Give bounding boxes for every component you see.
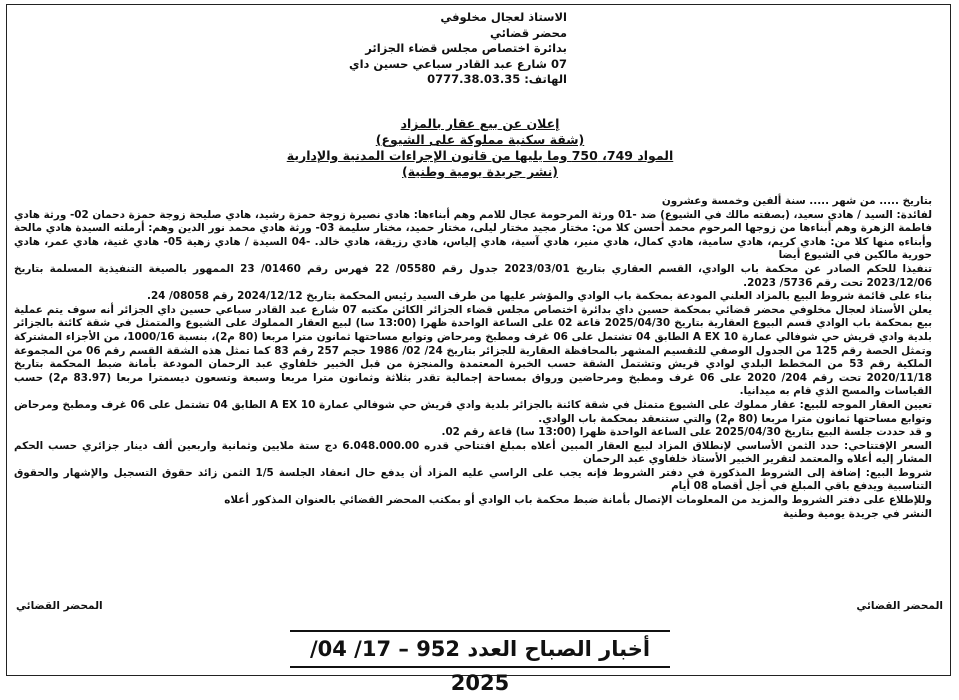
bailiff-header [247,10,567,88]
signature-left: المحضر القضائي [16,600,103,612]
parties-paragraph: لفائدة: السيد / هادي سعيد، (بصفته مالك في الشيوع) ضد -01 ورثة المرحومة عجال للامم وهم أبناءها: هادي نصيرة زوجة حمزة رشيد، هادي صليحة زوجة حمزة دحمان 02- ورثة هادي فاطمة الزهرة وهم أبناءها من زوجها المرحوم محمد أحسن كلا من: مختار مجيد مختار ليلى، مختار حميد، مختار سليمة 03- ورثة هادي محمد نور الدين وهم: أرملته السيدة هادي مالحة وأبناءه منها كلا من: هادي كريم، هادي سامية، هادي كمال، هادي منير، هادي آسية، هادي إلياس، هادي رزيقة، هادي خالد. -04 السيدة / هادي زهية 05- هادي غنية، هادي عمر، هادي حورية مالكين في الشيوع أيضا [14,208,933,262]
office-address: 07 شارع عبد القادر سباعي حسين داي [349,56,567,71]
date-line: بتاريخ ..... من شهر ..... سنة ألفين وخمسة وعشرون [661,195,932,207]
publication-paragraph: النشر في جريدة يومية وطنية [783,507,932,520]
newspaper-footer: أخبار الصباح العدد 952 – 17/ 04/ 2025 [290,630,670,668]
bailiff-title: محضر قضائي [489,25,567,40]
notice-subtitle-articles: المواد 749، 750 وما يليها من قانون الإجراءات المدنية والإدارية [286,148,674,163]
conditions-list-paragraph: بناء على قائمة شروط البيع بالمزاد العلني المودعة بمحكمة باب الوادي والمؤشر عليها من طرف السيد رئيس المحكمة بتاريخ 2024/12/12 رقم 08058/ 24. [147,290,932,303]
notice-titles [250,116,710,180]
property-designation-paragraph: تعيين العقار الموجه للبيع: عقار مملوك على الشيوع متمثل في شقة كائنة بالجزائر بلدية وادي قريش حي شوفالي عمارة A EX 10 الطابق 04 تشتمل على 06 غرف ومطبخ ومرحاض وتوابع مساحتها ثمانون مترا مربعا (80 م2) والتي ستنعقد بمحكمة باب الوادي. [14,398,932,425]
signature-right: المحضر القضائي [856,600,943,612]
phone-number: الهاتف: 0777.38.03.35 [427,72,567,86]
session-date-paragraph: و قد حددت جلسة البيع بتاريخ 2025/04/30 على الساعة الواحدة ظهرا (13:00 سا) قاعة رقم 02. [441,426,932,439]
information-paragraph: وللإطلاع على دفتر الشروط والمزيد من المعلومات الإتصال بأمانة ضبط محكمة باب الوادي أو بمكتب المحضر القضائي بالعنوان المذكور أعلاه [224,494,932,507]
notice-title: إعلان عن بيع عقار بالمزاد [400,116,560,131]
announcement-paragraph: يعلن الأستاذ لعجال مخلوفي محضر قضائي بمحكمة حسين داي بدائرة اختصاص مجلس قضاء الجزائر الكائن مكتبه 07 شارع عبد القادر سباعي حسين داي الجزائر أنه سوف يتم عملية بيع بمحكمة باب الوادي قسم البيوع العقارية بتاريخ 2025/04/30 قاعة 02 على الساعة الواحدة ظهرا (13:00 سا) لبيع العقار المملوك على الشيوع والمتمثل في شقة كائنة بالجزائر بلدية وادي قريش حي شوفالي عمارة A EX 10 الطابق 04 تشتمل على 06 غرف ومطبخ ومرحاض وتوابع مساحتها ثمانون مترا مربعا (80 م2)، بنسبة 1000/16، من الأجزاء المشتركة وتمثل الحصة رقم 125 من الجدول الوصفي للتقسيم المشهر بالمحافظة العقارية للجزائر بتاريخ 24/ 02/ 1986 حجم 257 رقم 83 كما تمثل هذه الشقة القسم رقم 06 من المجموعة الملكية رقم 53 من المخطط البلدي لوادي قريش وتشتمل الشقة حسب الخبرة المعتمدة والمنجزة من قبل الخبير خلفاوي عبد الرحمان المودعة بأمانة ضبط المحكمة بتاريخ 2020/11/18 تحت رقم 204/ 2020 على 06 غرف ومطبخ ومرحاضين ورواق بمساحة إجمالية تقدر بثلاثة وثمانون مترا مربعا وسبعة وتسعون ديسمترا مربعا (83.97 م2) حسب القياسات والمسح الذي قام به ميدانيا. [14,303,933,398]
jurisdiction: بدائرة اختصاص مجلس قضاء الجزائر [365,41,567,55]
notice-subtitle-publication: (نشر جريدة يومية وطنية) [401,164,559,179]
judgment-paragraph: تنفيذا للحكم الصادر عن محكمة باب الوادي، القسم العقاري بتاريخ 2023/03/01 جدول رقم 05580/ 22 فهرس رقم 01460/ 23 الممهور بالصيغة التنفيذية المسلمة بتاريخ 2023/12/06 تحت رقم 5736/ 2023. [14,262,932,289]
opening-price-paragraph: السعر الإفتتاحي: حدد الثمن الأساسي لإنطلاق المزاد لبيع العقار المبين أعلاه بمبلغ افتتاحي قدره 6.048.000.00 دج ستة ملايين وثمانية واربعين ألف دينار جزائري حسب الحكم المشار إليه أعلاه والمعتمد لتقرير الخبير الأستاذ خلفاوي عبد الرحمان [14,439,932,466]
notice-body [14,195,932,521]
bailiff-name: الاستاذ لعجال مخلوفي [440,10,567,24]
notice-subtitle-property: (شقة سكنية مملوكة على الشيوع) [375,132,585,147]
sale-conditions-paragraph: شروط البيع: إضافة إلى الشروط المذكورة في دفتر الشروط فإنه يجب على الراسي عليه المزاد أن يدفع حال انعقاد الجلسة 1/5 الثمن زائد حقوق التسجيل والإشهار والحقوق التناسبية ويدفع باقي المبلغ في أجل أقصاه 08 أيام [14,466,932,493]
